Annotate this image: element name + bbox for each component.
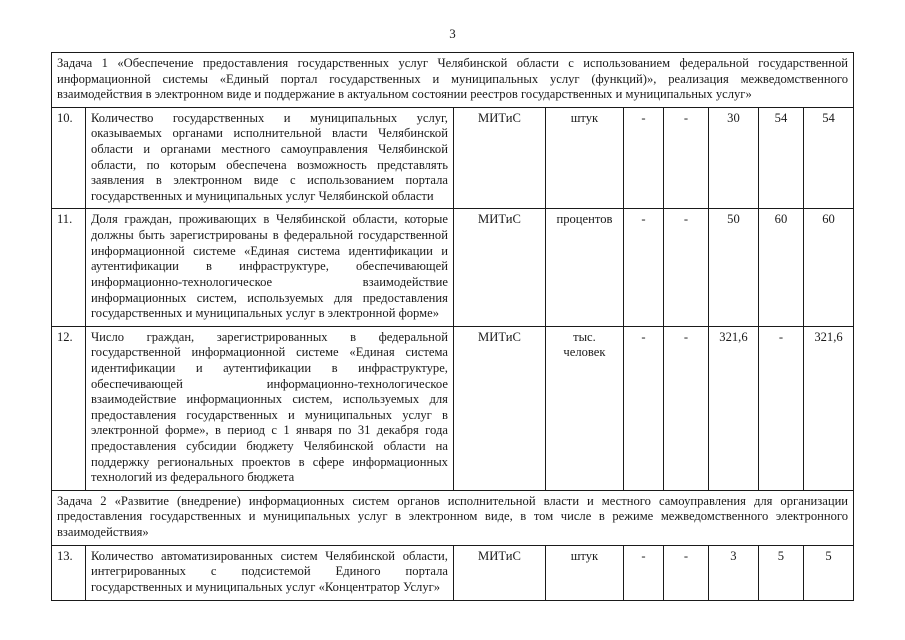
agency-cell: МИТиС <box>453 326 545 490</box>
value-cell: - <box>663 209 708 326</box>
value-cell: 321,6 <box>708 326 758 490</box>
value-cell: - <box>758 326 803 490</box>
section2-header-row <box>51 490 853 545</box>
value-cell: - <box>663 107 708 209</box>
indicator-description: Число граждан, зарегистрированных в федеральной государственной информационной системе «Единая система идентификации и аутентификации в инфраструктуре, обеспечивающей информационно-технологическое взаимодействие информационных систем, используемых для предоставления государственных и муниципальных услуг в электронной форме», в период с 1 января по 31 декабря года предоставления субсидии бюджету Челябинской области на поддержку региональных проектов в сфере информационных технологий из федерального бюджета <box>85 326 453 490</box>
indicator-description: Количество автоматизированных систем Челябинской области, интегрированных с подсистемой Единого портала государственных и муниципальных услуг «Концентратор Услуг» <box>85 545 453 600</box>
unit-cell: штук <box>545 545 623 600</box>
value-cell: 5 <box>803 545 853 600</box>
value-cell: 50 <box>708 209 758 326</box>
agency-cell: МИТиС <box>453 209 545 326</box>
value-cell: - <box>623 107 663 209</box>
value-cell: 5 <box>758 545 803 600</box>
value-cell: 321,6 <box>803 326 853 490</box>
row-number: 12. <box>51 326 85 490</box>
page-number: 3 <box>449 26 456 41</box>
section2-header: Задача 2 «Развитие (внедрение) информационных систем органов исполнительной власти и местного самоуправления для организации предоставления государственных и муниципальных услуг в электронном виде, в том числе в режиме межведомственного электронного взаимодействия» <box>51 490 853 545</box>
value-cell: - <box>663 545 708 600</box>
table-row-12 <box>51 326 853 490</box>
unit-cell: тыс. человек <box>545 326 623 490</box>
indicator-description: Количество государственных и муниципальных услуг, оказываемых органами исполнительной власти Челябинской области и органами местного самоуправления Челябинской области, по которым обеспечена возможность представлять заявления в электронном виде с использованием портала государственных и муниципальных услуг Челябинской области <box>85 107 453 209</box>
table-row-11 <box>51 209 853 326</box>
section1-header-row <box>51 53 853 108</box>
agency-cell: МИТиС <box>453 107 545 209</box>
table-row-13 <box>51 545 853 600</box>
value-cell: - <box>623 209 663 326</box>
unit-cell: штук <box>545 107 623 209</box>
row-number: 11. <box>51 209 85 326</box>
value-cell: 60 <box>758 209 803 326</box>
value-cell: 30 <box>708 107 758 209</box>
value-cell: 3 <box>708 545 758 600</box>
value-cell: - <box>623 326 663 490</box>
indicator-description: Доля граждан, проживающих в Челябинской области, которые должны быть зарегистрированы в федеральной государственной информационной системе «Единая система идентификации и аутентификации в инфраструктуре, обеспечивающей информационно-технологическое взаимодействие информационных систем, используемых для предоставления государственных и муниципальных услуг в электронной форме» <box>85 209 453 326</box>
unit-cell: процентов <box>545 209 623 326</box>
table-row-10 <box>51 107 853 209</box>
value-cell: - <box>663 326 708 490</box>
agency-cell: МИТиС <box>453 545 545 600</box>
value-cell: 60 <box>803 209 853 326</box>
value-cell: 54 <box>803 107 853 209</box>
value-cell: - <box>623 545 663 600</box>
section1-header: Задача 1 «Обеспечение предоставления государственных услуг Челябинской области с использованием федеральной государственной информационной системы «Единый портал государственных и муниципальных услуг (функций)», реализация межведомственного взаимодействия в электронном виде и поддержание в актуальном состоянии реестров государственных и муниципальных услуг» <box>51 53 853 108</box>
indicators-table <box>51 52 854 601</box>
value-cell: 54 <box>758 107 803 209</box>
row-number: 10. <box>51 107 85 209</box>
row-number: 13. <box>51 545 85 600</box>
